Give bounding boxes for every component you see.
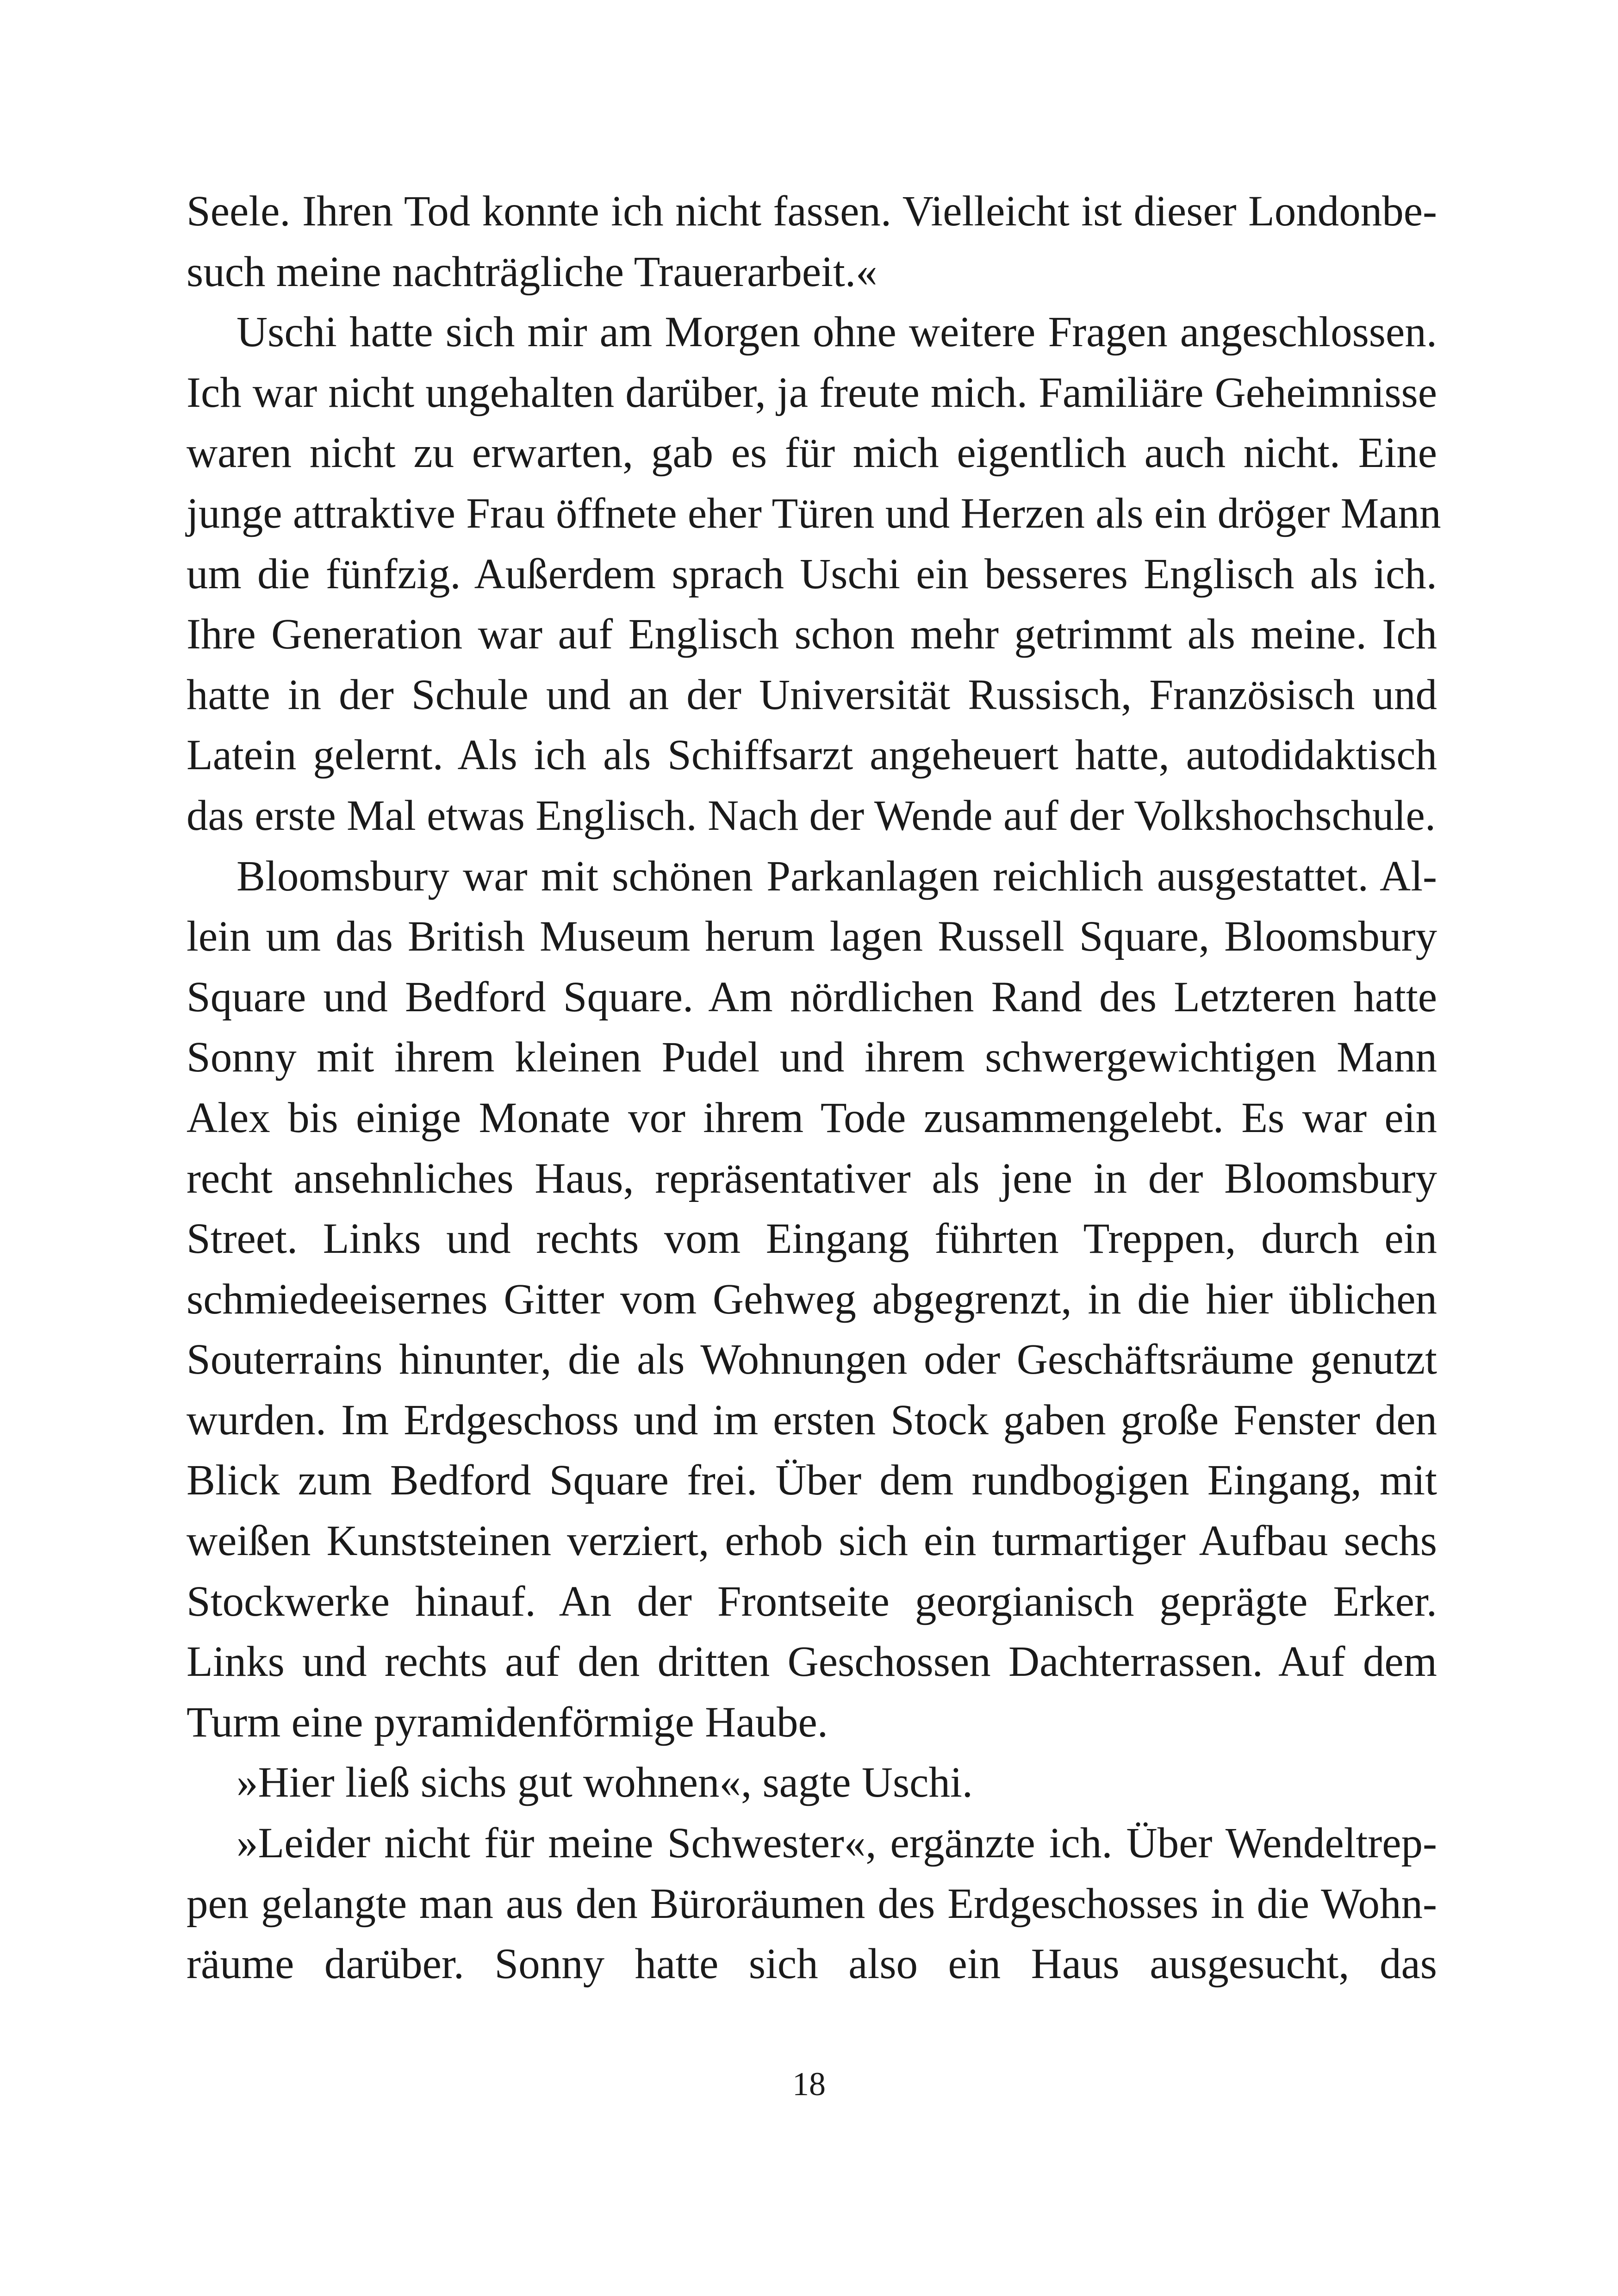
text-line: Ihre Generation war auf Englisch schon mehr getrimmt als meine. Ich bbox=[187, 610, 1437, 659]
text-line: Alex bis einige Monate vor ihrem Tode zusammengelebt. Es war ein bbox=[187, 1094, 1437, 1142]
text-line: Turm eine pyramidenförmige Haube. bbox=[187, 1698, 828, 1746]
text-line: Souterrains hinunter, die als Wohnungen oder Geschäftsräume genutzt bbox=[187, 1336, 1437, 1384]
text-line: Ich war nicht ungehalten darüber, ja freute mich. Familiäre Geheimnisse bbox=[187, 368, 1437, 417]
text-line: Square und Bedford Square. Am nördlichen Rand des Letzteren hatte bbox=[187, 973, 1437, 1021]
text-line: um die fünfzig. Außerdem sprach Uschi ein besseres Englisch als ich. bbox=[187, 550, 1437, 598]
text-line: das erste Mal etwas Englisch. Nach der Wende auf der Volkshochschule. bbox=[187, 791, 1436, 840]
text-line: Latein gelernt. Als ich als Schiffsarzt angeheuert hatte, autodidaktisch bbox=[187, 731, 1437, 779]
text-line: »Leider nicht für meine Schwester«, ergänzte ich. Über Wendeltrep- bbox=[236, 1819, 1437, 1867]
text-line: wurden. Im Erdgeschoss und im ersten Stock gaben große Fenster den bbox=[187, 1396, 1437, 1444]
text-line: räume darüber. Sonny hatte sich also ein Haus ausgesucht, das bbox=[187, 1940, 1437, 1988]
text-line: hatte in der Schule und an der Universität Russisch, Französisch und bbox=[187, 671, 1437, 719]
text-line: schmiedeeisernes Gitter vom Gehweg abgegrenzt, in die hier üblichen bbox=[187, 1275, 1437, 1323]
text-line: Bloomsbury war mit schönen Parkanlagen reichlich ausgestattet. Al- bbox=[236, 852, 1437, 900]
text-line: waren nicht zu erwarten, gab es für mich eigentlich auch nicht. Eine bbox=[187, 429, 1437, 477]
text-line: Stockwerke hinauf. An der Frontseite georgianisch geprägte Erker. bbox=[187, 1577, 1437, 1625]
body-text bbox=[187, 181, 1441, 1995]
text-line: Uschi hatte sich mir am Morgen ohne weitere Fragen angeschlossen. bbox=[236, 308, 1437, 356]
text-line: lein um das British Museum herum lagen Russell Square, Bloomsbury bbox=[187, 913, 1437, 961]
text-line: Street. Links und rechts vom Eingang führten Treppen, durch ein bbox=[187, 1215, 1437, 1263]
text-line: »Hier ließ sichs gut wohnen«, sagte Uschi. bbox=[236, 1759, 973, 1807]
text-line: weißen Kunststeinen verziert, erhob sich ein turmartiger Aufbau sechs bbox=[187, 1517, 1437, 1565]
text-line: recht ansehnliches Haus, repräsentativer als jene in der Bloomsbury bbox=[187, 1154, 1437, 1202]
text-line: junge attraktive Frau öffnete eher Türen und Herzen als ein dröger Mann bbox=[187, 489, 1441, 537]
text-line: Sonny mit ihrem kleinen Pudel und ihrem schwergewichtigen Mann bbox=[187, 1033, 1437, 1082]
text-line: Blick zum Bedford Square frei. Über dem rundbogigen Eingang, mit bbox=[187, 1456, 1437, 1505]
page-number: 18 bbox=[792, 2066, 826, 2103]
text-line: pen gelangte man aus den Büroräumen des Erdgeschosses in die Wohn- bbox=[187, 1879, 1437, 1928]
text-line: such meine nachträgliche Trauerarbeit.« bbox=[187, 248, 877, 296]
text-line: Seele. Ihren Tod konnte ich nicht fassen. Vielleicht ist dieser Londonbe- bbox=[187, 187, 1437, 235]
text-line: Links und rechts auf den dritten Geschossen Dachterrassen. Auf dem bbox=[187, 1638, 1437, 1686]
